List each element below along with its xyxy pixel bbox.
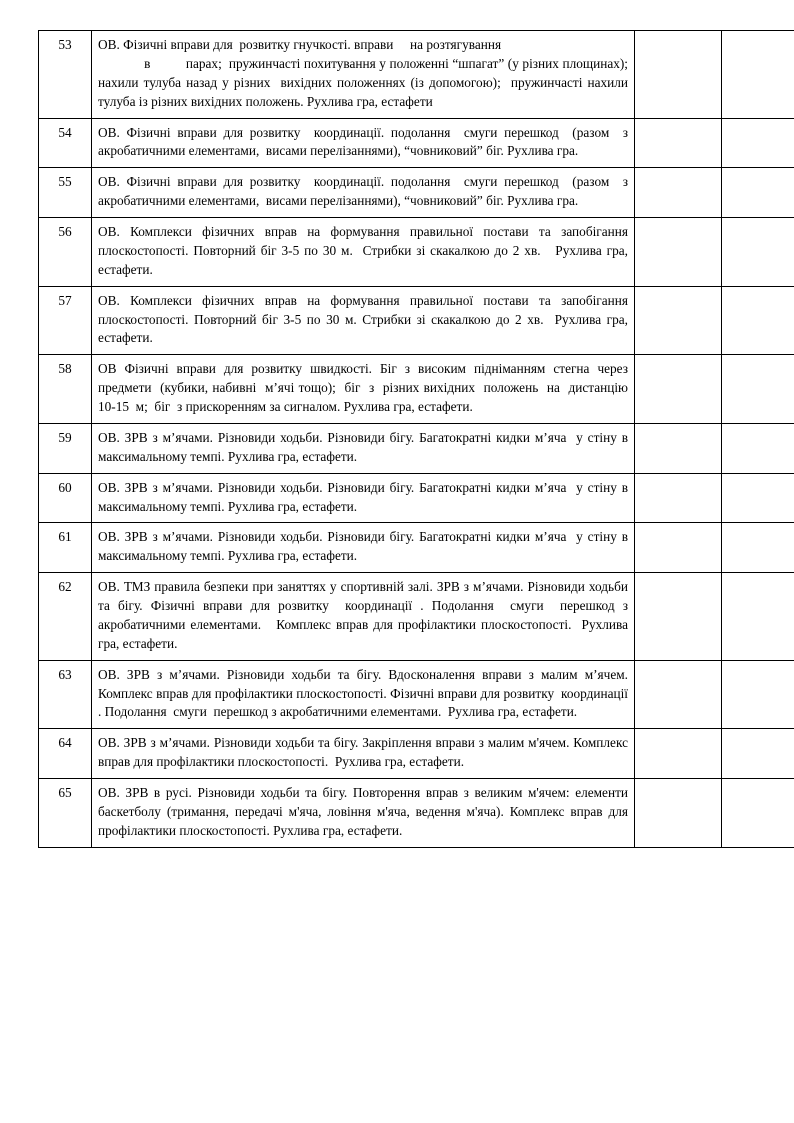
empty-column-b-cell bbox=[722, 286, 794, 355]
empty-column-a-cell bbox=[635, 523, 722, 573]
table-row bbox=[39, 660, 794, 729]
empty-column-b-cell bbox=[722, 779, 794, 848]
empty-column-b-cell bbox=[722, 218, 794, 287]
table-row bbox=[39, 423, 794, 473]
table-row bbox=[39, 779, 794, 848]
empty-column-a-cell bbox=[635, 423, 722, 473]
table-row bbox=[39, 573, 794, 661]
lesson-content-line: ОВ. ЗРВ з м’ячами. Різновиди ходьби. Різновиди бігу. Багатократні кидки м’яча у стіну в максимальному темпі. Рухлива гра, естафети. bbox=[98, 529, 632, 564]
table-row bbox=[39, 473, 794, 523]
lesson-number-cell: 58 bbox=[39, 355, 92, 424]
lesson-content-cell bbox=[92, 473, 635, 523]
lesson-number-cell: 55 bbox=[39, 168, 92, 218]
lesson-content-cell bbox=[92, 423, 635, 473]
lesson-content-cell bbox=[92, 218, 635, 287]
lesson-number-cell: 56 bbox=[39, 218, 92, 287]
lesson-content-cell bbox=[92, 118, 635, 168]
empty-column-b-cell bbox=[722, 31, 794, 119]
lesson-number-cell: 59 bbox=[39, 423, 92, 473]
table-row bbox=[39, 118, 794, 168]
empty-column-b-cell bbox=[722, 423, 794, 473]
empty-column-a-cell bbox=[635, 218, 722, 287]
lesson-content-cell bbox=[92, 573, 635, 661]
lesson-content-line: ОВ. Фізичні вправи для розвитку координації. подолання смуги перешкод (разом з акробатичними елементами, висами перелізаннями), “човниковий” біг. Рухлива гра. bbox=[98, 174, 632, 209]
table-row bbox=[39, 523, 794, 573]
lesson-content-cell bbox=[92, 779, 635, 848]
lesson-number-cell: 54 bbox=[39, 118, 92, 168]
lesson-content-line: ОВ. Фізичні вправи для розвитку гнучкості. вправи на розтягування bbox=[98, 37, 502, 52]
lesson-number-cell: 53 bbox=[39, 31, 92, 119]
empty-column-a-cell bbox=[635, 660, 722, 729]
lesson-number-cell: 63 bbox=[39, 660, 92, 729]
table-row bbox=[39, 355, 794, 424]
empty-column-a-cell bbox=[635, 118, 722, 168]
empty-column-a-cell bbox=[635, 473, 722, 523]
lesson-content-line: ОВ. ЗРВ з м’ячами. Різновиди ходьби та бігу. Закріплення вправи з малим м'ячем. Комплекс вправ для профілактики плоскостопості. Рухлива гра, естафети. bbox=[98, 735, 632, 770]
table-row bbox=[39, 218, 794, 287]
empty-column-a-cell bbox=[635, 286, 722, 355]
lesson-content-cell bbox=[92, 523, 635, 573]
table-row bbox=[39, 168, 794, 218]
lesson-content-line: ОВ. Комплекси фізичних вправ на формування правильної постави та запобігання плоскостопості. Повторний біг 3-5 по 30 м. Стрибки зі скакалкою до 2 хв. Рухлива гра, естафети. bbox=[98, 224, 632, 277]
lesson-plan-table bbox=[38, 30, 794, 848]
empty-column-b-cell bbox=[722, 660, 794, 729]
table-row bbox=[39, 286, 794, 355]
empty-column-a-cell bbox=[635, 31, 722, 119]
lesson-content-line: ОВ Фізичні вправи для розвитку швидкості. Біг з високим підніманням стегна через предмети (кубики, набивні м’ячі тощо); біг з різних вихідних положень на дистанцію 10-15 м; біг з прискоренням за сигналом. Рухлива гра, естафети. bbox=[98, 361, 635, 414]
lesson-number-cell: 57 bbox=[39, 286, 92, 355]
lesson-content-line: ОВ. ЗРВ в русі. Різновиди ходьби та бігу. Повторення вправ з великим м'ячем: елементи баскетболу (тримання, передачі м'яча, ловіння м'яча, ведення м'яча). Комплекс вправ для профілактики плоскостопості. Рухлива гра, естафети. bbox=[98, 785, 632, 838]
lesson-content-cell bbox=[92, 168, 635, 218]
empty-column-a-cell bbox=[635, 729, 722, 779]
lesson-content-line: ОВ. Фізичні вправи для розвитку координації. подолання смуги перешкод (разом з акробатичними елементами, висами перелізаннями), “човниковий” біг. Рухлива гра. bbox=[98, 124, 632, 159]
empty-column-a-cell bbox=[635, 355, 722, 424]
lesson-content-line: ОВ. ЗРВ з м’ячами. Різновиди ходьби. Різновиди бігу. Багатократні кидки м’яча у стіну в максимальному темпі. Рухлива гра, естафети. bbox=[98, 429, 632, 464]
lesson-content-line: ОВ. ЗРВ з м’ячами. Різновиди ходьби та бігу. Вдосконалення вправи з малим м’ячем. Комплекс вправ для профілактики плоскостопості. Фізичні вправи для розвитку координації . Подолання смуги перешкод з акробатичними елементами. Рухлива гра, естафети. bbox=[98, 666, 632, 720]
empty-column-a-cell bbox=[635, 168, 722, 218]
empty-column-a-cell bbox=[635, 573, 722, 661]
lesson-number-cell: 60 bbox=[39, 473, 92, 523]
empty-column-b-cell bbox=[722, 573, 794, 661]
empty-column-b-cell bbox=[722, 168, 794, 218]
lesson-content-cell bbox=[92, 660, 635, 729]
table-body bbox=[39, 31, 794, 848]
lesson-content-line: ОВ. Комплекси фізичних вправ на формування правильної постави та запобігання плоскостопості. Повторний біг 3-5 по 30 м. Стрибки зі скакалкою до 2 хв. Рухлива гра, естафети. bbox=[98, 292, 632, 346]
lesson-number-cell: 64 bbox=[39, 729, 92, 779]
empty-column-b-cell bbox=[722, 523, 794, 573]
lesson-number-cell: 62 bbox=[39, 573, 92, 661]
lesson-content-line: ОВ. ЗРВ з м’ячами. Різновиди ходьби. Різновиди бігу. Багатократні кидки м’яча у стіну в максимальному темпі. Рухлива гра, естафети. bbox=[98, 479, 632, 514]
empty-column-b-cell bbox=[722, 355, 794, 424]
empty-column-b-cell bbox=[722, 118, 794, 168]
lesson-content-line: ОВ. ТМЗ правила безпеки при заняттях у спортивній залі. ЗРВ з м’ячами. Різновиди ходьби та бігу. Фізичні вправи для розвитку координації . Подолання смуги перешкод з акробатичними елементами. Комплекс вправ для профілактики плоскостопості. Рухлива гра, естафети. bbox=[98, 579, 632, 651]
empty-column-a-cell bbox=[635, 779, 722, 848]
table-row bbox=[39, 31, 794, 119]
empty-column-b-cell bbox=[722, 473, 794, 523]
lesson-content-cell bbox=[92, 729, 635, 779]
lesson-content-cell bbox=[92, 31, 638, 119]
lesson-number-cell: 65 bbox=[39, 779, 92, 848]
lesson-content-cell bbox=[92, 355, 635, 424]
table-row bbox=[39, 729, 794, 779]
empty-column-b-cell bbox=[722, 729, 794, 779]
lesson-number-cell: 61 bbox=[39, 523, 92, 573]
lesson-content-cell bbox=[92, 286, 635, 355]
lesson-content-line: в парах; пружинчасті похитування у положенні “шпагат” (у різних площинах); нахили тулуба назад у різних вихідних положеннях (із допомогою); пружинчасті нахили тулуба із різних вихідних положень. Рухлива гра, естафети bbox=[98, 55, 638, 109]
